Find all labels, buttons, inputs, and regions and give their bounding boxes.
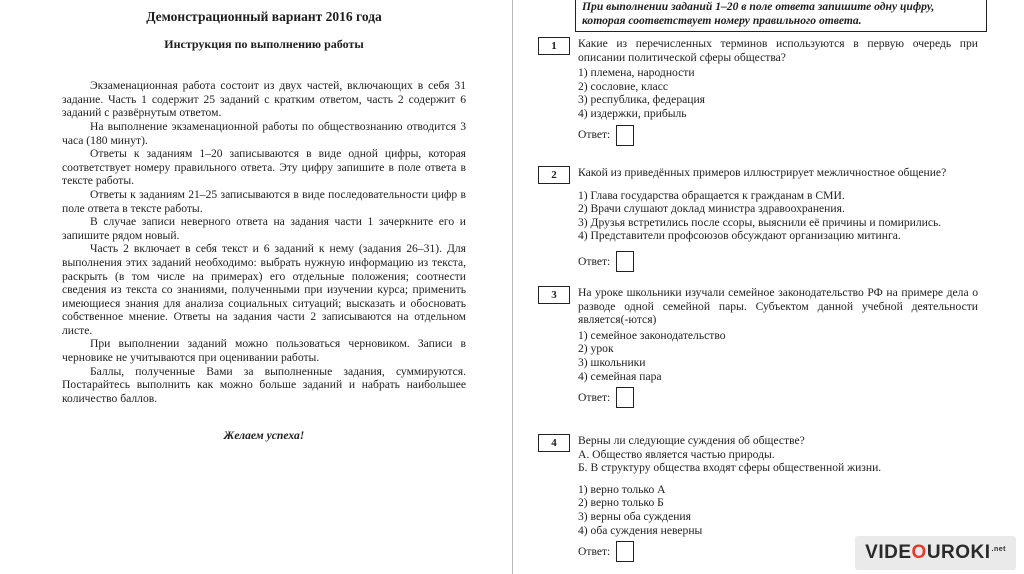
answer-option: 4) Представители профсоюзов обсуждают организацию митинга.	[578, 229, 901, 243]
answer-label: Ответ:	[578, 544, 611, 558]
answer-option: 3) верны оба суждения	[578, 509, 691, 523]
answer-option: 2) Врачи слушают доклад министра здравоохранения.	[578, 202, 845, 216]
instruction-paragraph: Часть 2 включает в себя текст и 6 заданий к нему (задания 26–31). Для выполнения этих заданий необходимо: выбрать нужную информацию из текста, раскрыть (в том числе на примерах) его отдельные положения; соотнести сведения из текста со знаниями, полученными при изучении курса; применить имеющиеся знания для анализа социальных ситуаций; высказать и обосновать собственное мнение. Ответы на задания части 2 записываются на отдельном листе.	[62, 242, 466, 337]
answer-options	[578, 483, 978, 537]
answer-box[interactable]	[616, 125, 634, 146]
page-divider	[512, 0, 513, 574]
instruction-paragraph: При выполнении заданий можно пользоваться черновиком. Записи в черновике не учитываются при оценивании работы.	[62, 337, 466, 365]
question-number: 1	[538, 37, 570, 55]
answer-options	[578, 66, 978, 120]
answer-label: Ответ:	[578, 128, 611, 142]
watermark-logo: $VIDEOUROKI^{.net}$	[865, 542, 1006, 563]
question-number: 3	[538, 286, 570, 304]
answer-options	[578, 329, 978, 383]
statement: А. Общество является частью природы.	[578, 447, 775, 461]
instruction-paragraph: Экзаменационная работа состоит из двух частей, включающих в себя 31 задание. Часть 1 содержит 25 заданий с кратким ответом, часть 2 содержит 6 заданий с развёрнутым ответом.	[62, 79, 466, 120]
answer-box[interactable]	[616, 541, 634, 562]
statement: Б. В структуру общества входят сферы общественной жизни.	[578, 461, 882, 475]
answer-box[interactable]	[616, 251, 634, 272]
instruction-paragraph: Ответы к заданиям 1–20 записываются в виде одной цифры, которая соответствует номеру правильного ответа. Эту цифру запишите в поле ответа в тексте работы.	[62, 147, 466, 188]
answer-row	[578, 251, 978, 272]
answer-instruction-box: При выполнении заданий 1–20 в поле ответа запишите одну цифру, которая соответствует номеру правильного ответа.	[575, 0, 987, 32]
question-3	[538, 286, 978, 408]
question-number: 4	[538, 434, 570, 452]
instruction-paragraph: Ответы к заданиям 21–25 записываются в виде последовательности цифр в поле ответа в тексте работы.	[62, 187, 466, 215]
answer-option: 1) верно только А	[578, 482, 666, 496]
question-text: Какие из перечисленных терминов используются в первую очередь при описании политической сферы общества?	[578, 37, 978, 64]
question-number: 2	[538, 166, 570, 184]
answer-option: 4) издержки, прибыль	[578, 106, 687, 120]
instruction-paragraph: На выполнение экзаменационной работы по обществознанию отводится 3 часа (180 минут).	[62, 119, 466, 147]
instructions-page	[62, 8, 466, 443]
videouroki-watermark	[855, 536, 1016, 570]
answer-option: 1) племена, народности	[578, 66, 695, 80]
answer-row	[578, 387, 978, 408]
answer-option: 2) верно только Б	[578, 496, 664, 510]
answer-option: 3) Друзья встретились после ссоры, выяснили её причины и помирились.	[578, 215, 942, 229]
answer-option: 2) урок	[578, 342, 614, 356]
question-text: Верны ли следующие суждения об обществе?	[578, 434, 805, 447]
question-1	[538, 37, 978, 146]
question-2	[538, 166, 978, 272]
answer-label: Ответ:	[578, 254, 611, 268]
answer-option: 4) оба суждения неверны	[578, 523, 703, 537]
answer-option: 4) семейная пара	[578, 369, 662, 383]
answer-option: 1) Глава государства обращается к гражданам в СМИ.	[578, 188, 845, 202]
instruction-heading: Инструкция по выполнению работы	[164, 36, 364, 51]
answer-option: 3) школьники	[578, 355, 646, 369]
answer-option: 2) сословие, класс	[578, 79, 668, 93]
answer-option: 3) республика, федерация	[578, 93, 706, 107]
instruction-paragraph: В случае записи неверного ответа на задания части 1 зачеркните его и запишите рядом новый.	[62, 215, 466, 242]
answer-row	[578, 125, 978, 146]
instruction-paragraph: Баллы, полученные Вами за выполненные задания, суммируются. Постарайтесь выполнить как можно больше заданий и набрать наибольшее количество баллов.	[62, 364, 466, 405]
answer-label: Ответ:	[578, 390, 611, 404]
question-text: Какой из приведённых примеров иллюстрирует межличностное общение?	[578, 166, 947, 179]
answer-option: 1) семейное законодательство	[578, 328, 726, 342]
document-title: Демонстрационный вариант 2016 года	[146, 9, 382, 24]
answer-box[interactable]	[616, 387, 634, 408]
answer-options	[578, 189, 978, 243]
closing-wish: Желаем успеха!	[223, 429, 305, 443]
question-text: На уроке школьники изучали семейное законодательство РФ на примере дела о разводе одной семейной пары. Субъектом данной учебной деятельности является(-ются)	[578, 286, 978, 327]
